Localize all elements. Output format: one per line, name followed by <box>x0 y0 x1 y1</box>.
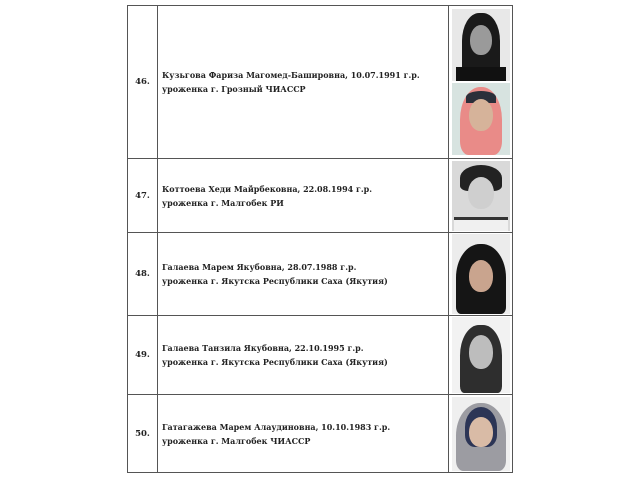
photo-cell <box>449 159 512 232</box>
portrait-photo-bw <box>452 9 510 81</box>
table-row <box>128 395 512 472</box>
row-number: 50. <box>128 395 158 472</box>
photo-cell <box>449 233 512 315</box>
person-info <box>158 6 449 158</box>
person-info <box>158 316 449 394</box>
table-row <box>128 159 512 233</box>
portrait-photo-short-hair <box>452 161 510 231</box>
portrait-photo-black-hijab <box>452 234 510 314</box>
person-birthplace: уроженка г. Малгобек ЧИАССР <box>162 435 311 446</box>
table-row <box>128 6 512 159</box>
table-row <box>128 316 512 395</box>
portrait-photo-grey-hijab <box>452 397 510 471</box>
person-name-dob: Галаева Танзила Якубовна, 22.10.1995 г.р. <box>162 343 364 353</box>
row-number: 46. <box>128 6 158 158</box>
photo-cell <box>449 395 512 472</box>
person-birthplace: уроженка г. Грозный ЧИАССР <box>162 84 306 94</box>
row-number: 47. <box>128 159 158 232</box>
photo-cell <box>449 6 512 158</box>
portrait-photo-bw-long-hair <box>452 317 510 393</box>
row-number: 48. <box>128 233 158 315</box>
person-info <box>158 233 449 315</box>
persons-table <box>127 5 513 473</box>
person-info <box>158 159 449 232</box>
row-number: 49. <box>128 316 158 394</box>
person-name-dob: Гатагажева Марем Алаудиновна, 10.10.1983 г.р. <box>162 421 391 432</box>
photo-cell <box>449 316 512 394</box>
person-name-dob: Коттоева Хеди Майрбековна, 22.08.1994 г.р. <box>162 183 373 194</box>
person-birthplace: уроженка г. Малгобек РИ <box>162 197 284 208</box>
person-name-dob: Галаева Марем Якубовна, 28.07.1988 г.р. <box>162 262 357 272</box>
portrait-photo-pink-hijab <box>452 83 510 155</box>
person-name-dob: Кузьгова Фариза Магомед-Башировна, 10.07.1991 г.р. <box>162 70 420 80</box>
person-birthplace: уроженка г. Якутска Республики Саха (Якутия) <box>162 357 388 367</box>
person-birthplace: уроженка г. Якутска Республики Саха (Якутия) <box>162 276 388 286</box>
table-row <box>128 233 512 316</box>
person-info <box>158 395 449 472</box>
